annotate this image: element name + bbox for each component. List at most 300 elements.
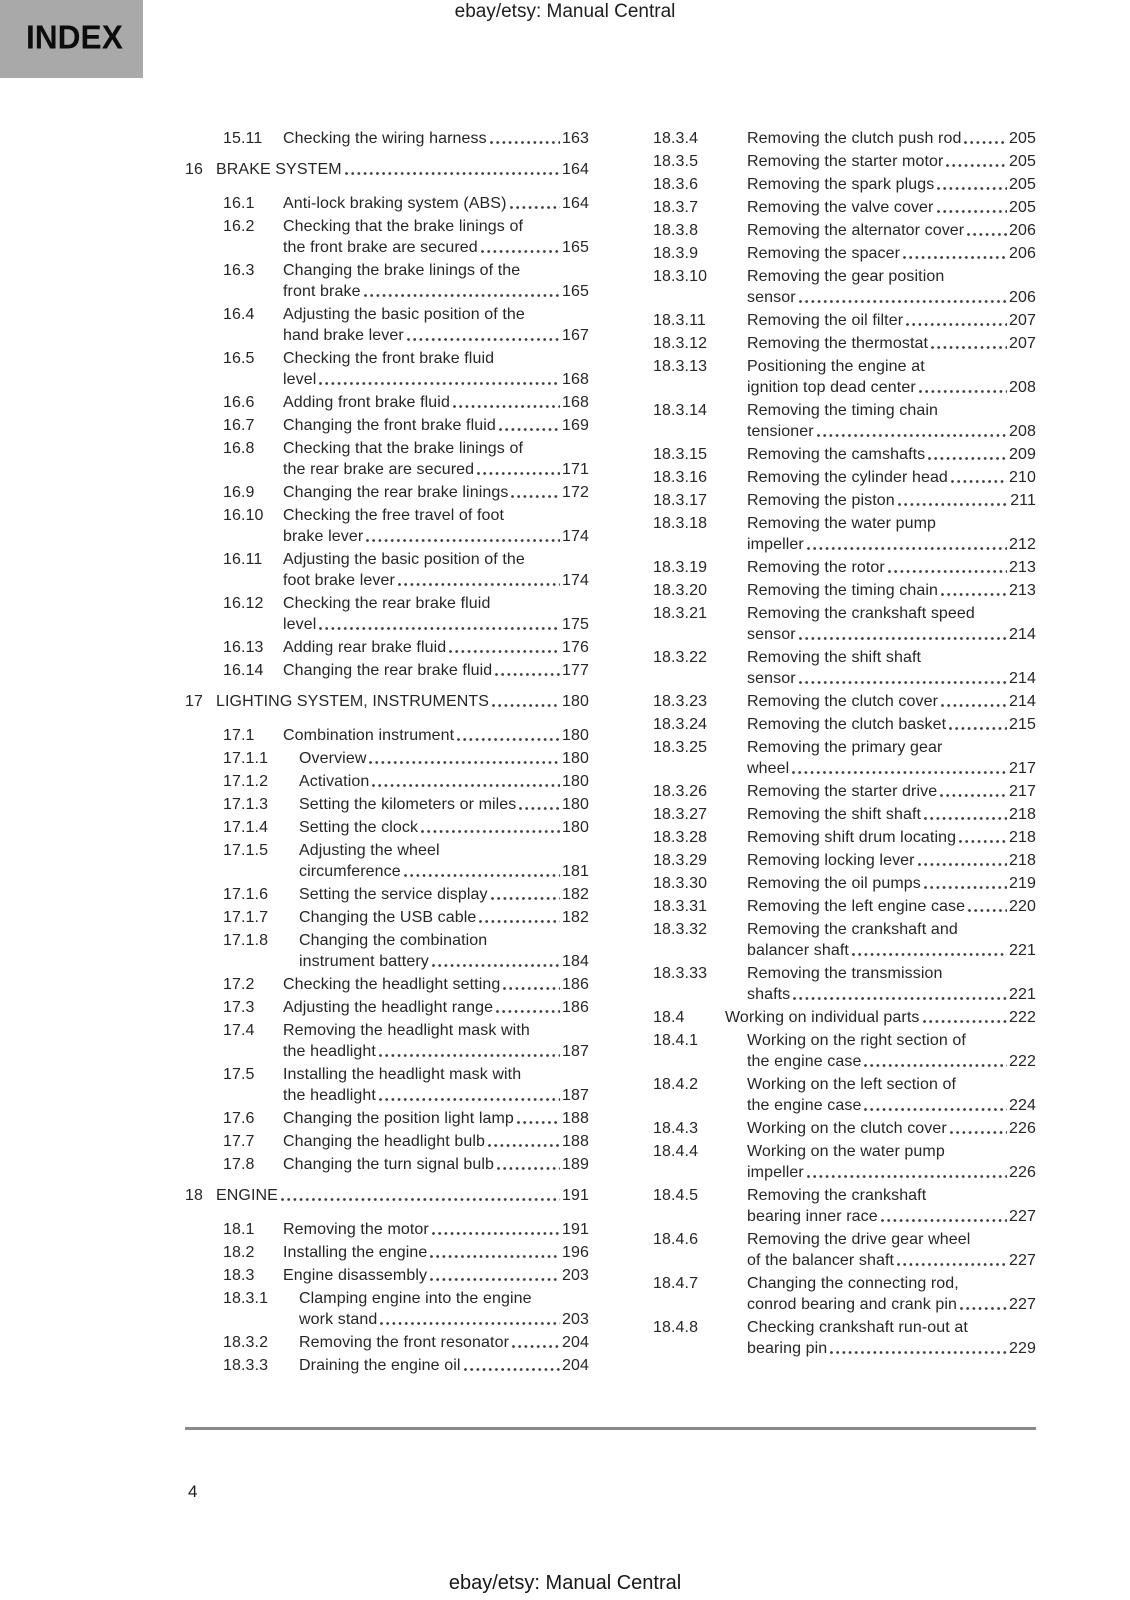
dot-leader	[960, 1294, 1007, 1315]
toc-entry	[653, 1317, 1036, 1359]
toc-entry-page: 182	[562, 909, 589, 926]
toc-entry-body	[725, 1007, 1036, 1028]
footer-title: ebay/etsy: Manual Central	[448, 1572, 682, 1594]
toc-entry-number: 18.3.8	[653, 222, 699, 239]
toc-entry-line	[283, 974, 589, 995]
toc-entry-number: 18.3.26	[653, 783, 708, 800]
toc-entry-number: 18.4.7	[653, 1275, 699, 1292]
toc-entry-line	[299, 771, 589, 792]
toc-entry-title: Setting the kilometers or miles	[299, 796, 517, 813]
toc-entry-body	[299, 840, 589, 882]
toc-entry-page: 180	[562, 773, 589, 790]
toc-entry-title: Adjusting the headlight range	[283, 999, 494, 1016]
dot-leader	[490, 128, 560, 149]
toc-entry-title: Changing the rear brake linings	[283, 484, 509, 501]
toc-entry-number: 16.10	[223, 507, 264, 524]
toc-entry-number: 18.3.5	[653, 153, 699, 170]
toc-entry-line	[747, 758, 1036, 779]
toc-entry-title: Checking the front brake fluid	[283, 350, 495, 367]
toc-entry-line	[283, 392, 589, 413]
toc-entry-page: 227	[1009, 1208, 1036, 1225]
toc-entry-page: 210	[1009, 469, 1036, 486]
toc-entry-line	[747, 647, 1036, 668]
dot-leader	[897, 1250, 1007, 1271]
toc-entry-page: 177	[562, 662, 589, 679]
toc-entry-number: 16.8	[223, 440, 255, 457]
toc-entry-title: Removing the shift shaft	[747, 806, 922, 823]
toc-entry	[653, 266, 1036, 308]
toc-entry	[185, 1154, 589, 1175]
toc-entry	[185, 260, 589, 302]
toc-entry-body	[283, 1154, 589, 1175]
toc-entry-number: 17.2	[223, 976, 255, 993]
toc-entry-page: 182	[562, 886, 589, 903]
toc-entry	[185, 1288, 589, 1330]
toc-entry-body	[299, 794, 589, 815]
toc-entry-title: Removing the primary gear	[747, 739, 943, 756]
toc-entry-body	[283, 128, 589, 149]
toc-entry-body	[747, 513, 1036, 555]
toc-entry-line	[747, 174, 1036, 195]
toc-entry-line	[747, 356, 1036, 377]
dot-leader	[941, 580, 1007, 601]
toc-entry-line	[283, 260, 589, 281]
toc-entry-line	[283, 549, 589, 570]
toc-entry	[653, 490, 1036, 511]
toc-entry-title: Removing the gear position	[747, 268, 945, 285]
toc-entry-line	[283, 193, 589, 214]
toc-entry-page: 207	[1009, 335, 1036, 352]
toc-entry-page: 211	[1010, 492, 1036, 509]
toc-entry-line	[747, 421, 1036, 442]
toc-entry-number: 18.4.2	[653, 1076, 699, 1093]
dot-leader	[345, 159, 560, 180]
dot-leader	[477, 459, 560, 480]
dot-leader	[931, 333, 1007, 354]
toc-entry	[185, 817, 589, 838]
toc-entry-page: 206	[1009, 289, 1036, 306]
toc-entry-line	[747, 467, 1036, 488]
toc-entry-page: 206	[1009, 222, 1036, 239]
toc-entry-title: BRAKE SYSTEM	[216, 161, 342, 178]
toc-entry-title: Adjusting the basic position of the	[283, 551, 525, 568]
toc-entry-number: 17.7	[223, 1133, 255, 1150]
dot-leader	[940, 781, 1007, 802]
toc-entry	[653, 781, 1036, 802]
toc-entry-title: Adding rear brake fluid	[283, 639, 447, 656]
toc-entry-line	[283, 237, 589, 258]
toc-entry-line	[747, 1250, 1036, 1271]
toc-entry	[653, 333, 1036, 354]
toc-entry-title: Removing the starter drive	[747, 783, 938, 800]
toc-entry-number: 18.3.25	[653, 739, 708, 756]
toc-entry-body	[283, 505, 589, 547]
toc-entry-number: 16	[185, 161, 203, 178]
toc-entry-line	[283, 637, 589, 658]
dot-leader	[881, 1206, 1007, 1227]
toc-entry-title: Removing the cylinder head	[747, 469, 948, 486]
toc-entry	[653, 1030, 1036, 1072]
dot-leader	[449, 637, 560, 658]
toc-entry-page: 191	[562, 1221, 589, 1238]
toc-entry-title: Removing the thermostat	[747, 335, 929, 352]
toc-entry-page: 212	[1009, 536, 1036, 553]
dot-leader	[479, 907, 560, 928]
toc-entry-body	[747, 197, 1036, 218]
toc-entry	[185, 691, 589, 712]
toc-entry-number: 16.2	[223, 218, 255, 235]
toc-entry-line	[747, 919, 1036, 940]
dot-leader	[807, 534, 1007, 555]
toc-entry-number: 17.1.2	[223, 773, 269, 790]
toc-entry-number: 18.3.27	[653, 806, 708, 823]
toc-entry-page: 186	[562, 999, 589, 1016]
toc-entry-page: 221	[1009, 986, 1036, 1003]
toc-entry	[185, 794, 589, 815]
dot-leader	[453, 392, 560, 413]
toc-entry	[653, 1185, 1036, 1227]
toc-entry-title: bearing inner race	[747, 1208, 878, 1225]
dot-leader	[799, 668, 1007, 689]
toc-entry	[653, 827, 1036, 848]
dot-leader	[924, 804, 1007, 825]
toc-entry-title: Working on individual parts	[725, 1009, 920, 1026]
toc-entry-body	[299, 930, 589, 972]
toc-entry-title: the headlight	[283, 1087, 376, 1104]
dot-leader	[281, 1185, 560, 1206]
dot-leader	[491, 884, 560, 905]
toc-entry-line	[299, 907, 589, 928]
toc-entry	[185, 159, 589, 180]
toc-entry-title: LIGHTING SYSTEM, INSTRUMENTS	[216, 693, 490, 710]
toc-entry-line	[747, 1162, 1036, 1183]
toc-entry-page: 205	[1009, 153, 1036, 170]
toc-entry-number: 18.4.3	[653, 1120, 699, 1137]
dot-leader	[497, 1154, 560, 1175]
toc-entry-page: 165	[562, 283, 589, 300]
toc-entry-number: 15.11	[223, 130, 263, 147]
toc-entry	[653, 467, 1036, 488]
toc-entry-title: Removing the transmission	[747, 965, 943, 982]
toc-entry	[653, 151, 1036, 172]
dot-leader	[968, 896, 1007, 917]
dot-leader	[432, 951, 560, 972]
dot-leader	[398, 570, 560, 591]
dot-leader	[492, 691, 560, 712]
toc-column-right	[653, 128, 1036, 1361]
toc-entry-body	[283, 593, 589, 635]
toc-entry-line	[747, 850, 1036, 871]
toc-entry-line	[747, 737, 1036, 758]
toc-entry	[185, 1108, 589, 1129]
toc-entry	[185, 1265, 589, 1286]
toc-entry-page: 205	[1009, 199, 1036, 216]
toc-entry-line	[283, 1020, 589, 1041]
toc-entry-body	[747, 1273, 1036, 1315]
toc-entry-line	[283, 1085, 589, 1106]
toc-entry-title: Removing the spark plugs	[747, 176, 935, 193]
toc-entry-title: Removing the timing chain	[747, 582, 939, 599]
toc-entry-line	[747, 603, 1036, 624]
toc-entry-body	[216, 1185, 589, 1206]
toc-entry-line	[299, 794, 589, 815]
toc-entry-title: Removing the front resonator	[299, 1334, 510, 1351]
dot-leader	[946, 151, 1007, 172]
toc-entry-page: 184	[562, 953, 589, 970]
toc-entry-line	[747, 333, 1036, 354]
toc-entry-body	[283, 1219, 589, 1240]
toc-entry-body	[299, 1332, 589, 1353]
toc-entry-body	[747, 1074, 1036, 1116]
toc-entry-title: Removing the piston	[747, 492, 895, 509]
toc-entry-title: conrod bearing and crank pin	[747, 1296, 958, 1313]
toc-entry-title: Combination instrument	[283, 727, 455, 744]
toc-entry-line	[747, 896, 1036, 917]
toc-entry-page: 168	[562, 371, 589, 388]
toc-entry-title: Removing the oil pumps	[747, 875, 921, 892]
dot-leader	[888, 557, 1007, 578]
toc-entry-body	[747, 1030, 1036, 1072]
toc-entry-title: Changing the rear brake fluid	[283, 662, 493, 679]
toc-entry-number: 17.1.6	[223, 886, 269, 903]
toc-entry-title: Removing the clutch push rod	[747, 130, 962, 147]
toc-entry-line	[747, 1051, 1036, 1072]
toc-entry	[653, 197, 1036, 218]
toc-entry	[653, 243, 1036, 264]
toc-entry	[653, 737, 1036, 779]
toc-entry-number: 17.1.1	[223, 750, 269, 767]
toc-entry-line	[299, 930, 589, 951]
dot-leader	[421, 817, 560, 838]
toc-entry-page: 189	[562, 1156, 589, 1173]
toc-entry-title: the front brake are secured	[283, 239, 478, 256]
toc-entry-title: Removing the timing chain	[747, 402, 939, 419]
dot-leader	[366, 526, 560, 547]
dot-leader	[807, 1162, 1007, 1183]
toc-entry-line	[747, 534, 1036, 555]
toc-entry-body	[747, 603, 1036, 645]
toc-entry-title: Installing the engine	[283, 1244, 428, 1261]
toc-entry-line	[747, 1074, 1036, 1095]
toc-entry	[185, 216, 589, 258]
toc-entry-number: 17.1.8	[223, 932, 269, 949]
dot-leader	[817, 421, 1007, 442]
toc-entry-page: 214	[1009, 693, 1036, 710]
toc-entry-page: 181	[562, 863, 589, 880]
toc-entry-title: ENGINE	[216, 1187, 278, 1204]
toc-entry	[653, 513, 1036, 555]
toc-entry-title: Removing the drive gear wheel	[747, 1231, 971, 1248]
toc-entry-page: 218	[1009, 852, 1036, 869]
toc-entry-title: Removing the alternator cover	[747, 222, 965, 239]
toc-entry-page: 219	[1009, 875, 1036, 892]
toc-entry-number: 18	[185, 1187, 203, 1204]
toc-entry-title: Removing locking lever	[747, 852, 915, 869]
toc-entry-line	[283, 369, 589, 390]
toc-entry-number: 16.4	[223, 306, 255, 323]
toc-entry-body	[747, 781, 1036, 802]
dot-leader	[457, 725, 560, 746]
toc-entry-body	[283, 997, 589, 1018]
toc-entry-number: 18.3.17	[653, 492, 708, 509]
toc-entry-body	[283, 193, 589, 214]
toc-entry-title: Checking the rear brake fluid	[283, 595, 491, 612]
dot-leader	[430, 1242, 560, 1263]
toc-entry-line	[747, 804, 1036, 825]
toc-entry-page: 186	[562, 976, 589, 993]
toc-entry-number: 18.3.22	[653, 649, 708, 666]
toc-entry-title: Removing the clutch basket	[747, 716, 947, 733]
toc-entry-page: 163	[562, 130, 589, 147]
toc-entry-number: 18.3.13	[653, 358, 708, 375]
toc-entry-title: Removing the valve cover	[747, 199, 934, 216]
toc-entry	[653, 647, 1036, 689]
toc-entry-line	[747, 1030, 1036, 1051]
toc-entry-line	[299, 1288, 589, 1309]
toc-entry-body	[283, 415, 589, 436]
toc-entry-number: 17.1.4	[223, 819, 269, 836]
toc-entry-title: the headlight	[283, 1043, 376, 1060]
toc-entry-body	[747, 714, 1036, 735]
toc-entry-body	[747, 647, 1036, 689]
toc-entry-line	[747, 1206, 1036, 1227]
toc-entry-body	[216, 159, 589, 180]
toc-entry	[185, 415, 589, 436]
toc-entry-line	[747, 827, 1036, 848]
toc-entry-number: 18.3.23	[653, 693, 708, 710]
dot-leader	[906, 310, 1007, 331]
toc-entry-page: 191	[562, 1187, 589, 1204]
toc-entry-number: 18.3.16	[653, 469, 708, 486]
toc-entry	[653, 310, 1036, 331]
toc-entry-page: 214	[1009, 626, 1036, 643]
toc-entry-line	[283, 660, 589, 681]
toc-entry-title: Changing the brake linings of the	[283, 262, 521, 279]
dot-leader	[949, 714, 1007, 735]
toc-entry-line	[283, 281, 589, 302]
dot-leader	[511, 482, 560, 503]
toc-entry-number: 17.4	[223, 1022, 255, 1039]
toc-entry-title: Positioning the engine at	[747, 358, 925, 375]
toc-entry-body	[299, 817, 589, 838]
toc-entry-number: 18.3.11	[653, 312, 706, 329]
toc-entry-line	[747, 580, 1036, 601]
toc-entry-page: 196	[562, 1244, 589, 1261]
toc-entry	[185, 637, 589, 658]
dot-leader	[380, 1309, 560, 1330]
toc-entry-line	[283, 997, 589, 1018]
toc-entry-number: 18.2	[223, 1244, 255, 1261]
toc-entry-title: Changing the turn signal bulb	[283, 1156, 495, 1173]
toc-entry	[653, 691, 1036, 712]
toc-entry	[185, 771, 589, 792]
dot-leader	[379, 1041, 560, 1062]
toc-entry-body	[283, 974, 589, 995]
toc-entry-number: 16.12	[223, 595, 264, 612]
toc-entry-body	[747, 266, 1036, 308]
toc-entry-body	[747, 896, 1036, 917]
dot-leader	[830, 1338, 1007, 1359]
toc-entry-body	[747, 557, 1036, 578]
toc-entry-title: circumference	[299, 863, 401, 880]
toc-entry-number: 17.5	[223, 1066, 255, 1083]
toc-entry-line	[283, 725, 589, 746]
toc-entry-body	[283, 1064, 589, 1106]
toc-entry	[185, 1185, 589, 1206]
dot-leader	[499, 415, 560, 436]
toc-entry-number: 18.3.6	[653, 176, 699, 193]
toc-entry-title: Removing the spacer	[747, 245, 901, 262]
toc-entry-title: Removing the clutch cover	[747, 693, 939, 710]
toc-entry-body	[283, 660, 589, 681]
toc-entry-line	[283, 304, 589, 325]
toc-entry-page: 224	[1009, 1097, 1036, 1114]
toc-entry-body	[283, 1108, 589, 1129]
toc-entry-page: 165	[562, 239, 589, 256]
toc-entry-line	[283, 505, 589, 526]
toc-entry-body	[299, 907, 589, 928]
toc-entry-page: 226	[1009, 1120, 1036, 1137]
toc-entry-line	[747, 691, 1036, 712]
toc-entry	[185, 482, 589, 503]
toc-entry-page: 171	[562, 461, 589, 478]
toc-entry-number: 18.3.12	[653, 335, 708, 352]
toc-entry-title: Adjusting the basic position of the	[283, 306, 525, 323]
toc-entry	[653, 1074, 1036, 1116]
toc-entry	[185, 1064, 589, 1106]
toc-entry-line	[283, 1265, 589, 1286]
toc-entry-body	[299, 748, 589, 769]
toc-entry-page: 180	[562, 727, 589, 744]
toc-entry	[185, 1242, 589, 1263]
dot-leader	[432, 1219, 560, 1240]
toc-entry-page: 229	[1009, 1340, 1036, 1357]
dot-leader	[319, 369, 560, 390]
toc-entry-number: 16.1	[223, 195, 255, 212]
toc-entry-body	[283, 1242, 589, 1263]
toc-entry-page: 169	[562, 417, 589, 434]
toc-entry-number: 18.3.19	[653, 559, 708, 576]
toc-entry-page: 187	[562, 1043, 589, 1060]
toc-entry-number: 18.3.29	[653, 852, 708, 869]
toc-entry-title: Removing the oil filter	[747, 312, 904, 329]
toc-entry-line	[283, 1041, 589, 1062]
toc-entry-title: shafts	[747, 986, 791, 1003]
toc-entry-body	[283, 1020, 589, 1062]
toc-entry-body	[299, 884, 589, 905]
toc-entry	[185, 593, 589, 635]
toc-entry-title: tensioner	[747, 423, 814, 440]
toc-entry-page: 167	[562, 327, 589, 344]
toc-entry-page: 174	[562, 572, 589, 589]
toc-entry-line	[747, 243, 1036, 264]
toc-entry-title: hand brake lever	[283, 327, 404, 344]
toc-entry-page: 227	[1009, 1296, 1036, 1313]
toc-entry-line	[747, 624, 1036, 645]
toc-entry-number: 16.7	[223, 417, 255, 434]
toc-entry-title: Setting the service display	[299, 886, 488, 903]
dot-leader	[864, 1095, 1007, 1116]
toc-entry	[653, 919, 1036, 961]
toc-entry-line	[747, 714, 1036, 735]
toc-entry-number: 18.3.21	[653, 605, 708, 622]
toc-entry-page: 226	[1009, 1164, 1036, 1181]
toc-entry-number: 18.3.28	[653, 829, 708, 846]
toc-entry-body	[283, 438, 589, 480]
toc-entry	[653, 174, 1036, 195]
toc-entry-page: 175	[562, 616, 589, 633]
toc-entry-title: Checking that the brake linings of	[283, 218, 523, 235]
